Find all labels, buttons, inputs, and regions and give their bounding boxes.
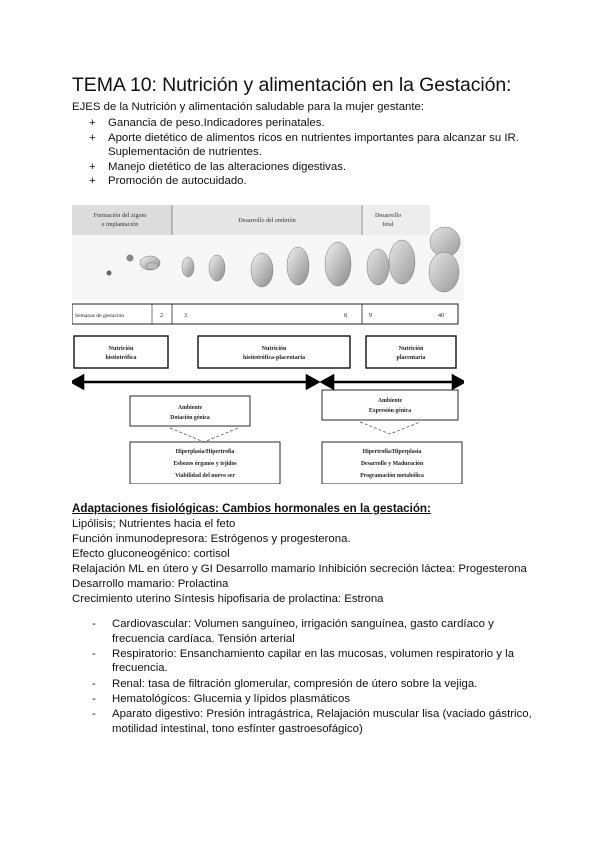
intro-text: EJES de la Nutrición y alimentación saludable para la mujer gestante: xyxy=(72,101,425,113)
week-number: 9 xyxy=(369,313,372,319)
phase-band-fetal xyxy=(362,205,430,235)
funnel xyxy=(360,422,420,434)
outcome-label: Desarrollo y Maduración xyxy=(360,461,424,467)
environment-box xyxy=(322,390,458,420)
list-item: + Promoción de autocuidado. xyxy=(72,174,532,189)
phase-label: Formación del zigoto xyxy=(93,212,147,219)
list-item: - Hematológicos: Glucemia y lípidos plasmáticos xyxy=(72,692,532,707)
nutrition-label: Nutrición xyxy=(261,346,287,352)
list-item: Crecimiento uterino Síntesis hipofisaria de prolactina: Estrona xyxy=(72,592,384,605)
nutrition-label: histiotrófica-placentaria xyxy=(243,355,305,361)
weeks-row xyxy=(72,304,458,324)
phase-label: fetal xyxy=(382,221,394,228)
nutrition-box xyxy=(366,336,456,368)
list-item: Lipólisis; Nutrientes hacia el feto xyxy=(72,518,236,530)
week-number: 40 xyxy=(438,313,444,319)
list-item: - Renal: tasa de filtración glomerular, compresión de útero sobre la vejiga. xyxy=(72,677,532,692)
list-item: - Cardiovascular: Volumen sanguíneo, irrigación sanguínea, gasto cardíaco y frecuencia cardíaca. Tensión arterial xyxy=(72,617,532,646)
outcome-label: Hipertrofia/Hiperplasia xyxy=(362,449,422,455)
week-number: 3 xyxy=(184,313,187,319)
outcome-label: Viabilidad del nuevo ser xyxy=(175,473,235,479)
phase-label: e implantación xyxy=(101,221,139,228)
week-number: 8 xyxy=(344,313,347,319)
list-item: Relajación ML en útero y GI Desarrollo mamario Inhibición secreción láctea: Progesterona xyxy=(72,562,527,575)
phase-band-zigoto xyxy=(72,205,172,235)
list-item: - Respiratorio: Ensanchamiento capilar en las mucosas, volumen respiratorio y la frecuencia. xyxy=(72,647,532,676)
phase-label: Desarrollo del embrión xyxy=(238,217,296,224)
list-item: Desarrollo mamario: Prolactina xyxy=(72,577,229,590)
nutrition-box xyxy=(74,336,168,368)
nutrition-label: Nutrición xyxy=(398,346,424,352)
list-item: + Aporte dietético de alimentos ricos en nutrientes importantes para alcanzar su IR. Suplementación de nutrientes. xyxy=(72,131,532,160)
hormonal-list xyxy=(72,517,527,606)
environment-box xyxy=(130,396,250,426)
page-title: TEMA 10: Nutrición y alimentación en la Gestación: xyxy=(72,74,512,96)
environment-label: Ambiente xyxy=(377,398,403,404)
outcome-label: Programación metabólica xyxy=(360,473,424,479)
environment-label: Ambiente xyxy=(177,405,203,411)
funnel xyxy=(170,428,238,442)
list-item: - Aparato digestivo: Presión intragástrica, Relajación muscular lisa (vaciado gástrico, motilidad intestinal, tono esfínter gastroesofágico) xyxy=(72,707,532,736)
systems-list xyxy=(72,617,532,737)
list-item: + Ganancia de peso.Indicadores perinatales. xyxy=(72,116,532,131)
nutrition-label: histiotrófica xyxy=(105,355,137,361)
phase-label: Desarrollo xyxy=(374,212,402,219)
arrow-left xyxy=(72,376,318,388)
nutrition-label: Nutrición xyxy=(108,346,134,352)
development-diagram xyxy=(72,200,464,484)
weeks-label: Semanas de gestación xyxy=(75,313,125,319)
section-heading: Adaptaciones fisiológicas: Cambios hormonales en la gestación: xyxy=(72,502,431,515)
ejes-list xyxy=(72,116,532,189)
list-item: Función inmunodepresora: Estrógenos y progesterona. xyxy=(72,532,351,545)
environment-label: Expresión génica xyxy=(368,408,412,414)
list-item: Efecto gluconeogénico: cortisol xyxy=(72,547,230,560)
outcome-label: Hiperplasia/Hipertrofia xyxy=(175,449,235,455)
nutrition-box xyxy=(198,336,350,368)
outcome-label: Esbozos órganos y tejidos xyxy=(173,461,237,467)
week-number: 2 xyxy=(160,313,163,319)
list-item: + Manejo dietético de las alteraciones digestivas. xyxy=(72,160,532,175)
arrow-right xyxy=(322,376,464,388)
environment-label: Dotación génica xyxy=(170,415,210,421)
nutrition-label: placentaria xyxy=(396,355,426,361)
